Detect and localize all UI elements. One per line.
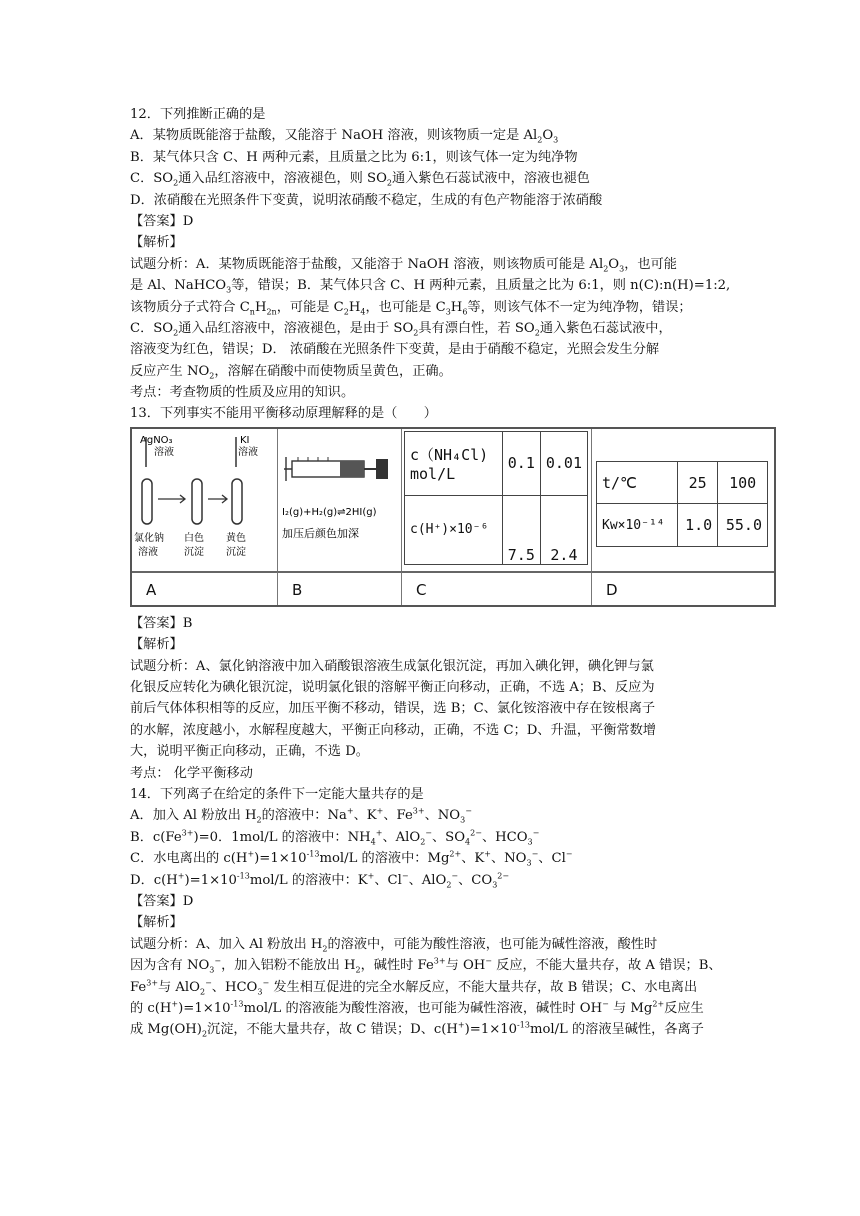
q14-explanation: 成 $Mg(OH)_2$沉淀，不能大量共存，故 C 错误；D、$c(H^+)=1\times 10^{-13}mol/L$ 的溶液呈碱性，各离子	[130, 1020, 704, 1039]
kw-header: Kw×10⁻¹⁴	[597, 504, 678, 547]
temperature-value: 25	[678, 461, 718, 504]
q12-analysis-heading: 【解析】	[130, 235, 183, 251]
svg-text:溶液: 溶液	[238, 446, 258, 458]
q14-stem: 14．下列离子在给定的条件下一定能大量共存的是	[130, 786, 424, 802]
nh4cl-header: c（NH₄Cl) mol/L	[405, 431, 503, 495]
q12-explanation: 是 Al、NaHCO$_3$等，错误；B．某气体只含 C、H 两种元素，且质量之比为 6:1，则 n(C):n(H)=1:2,	[130, 278, 731, 295]
q13-explanation: 化银反应转化为碘化银沉淀，说明氯化银的溶解平衡正向移动，正确，不选 A；B、反应为	[130, 680, 655, 696]
figure-cell-d	[592, 429, 774, 571]
q12-answer: 【答案】D	[130, 213, 194, 229]
q12-explanation: 反应产生 $NO_2$，溶解在硝酸中而使物质呈黄色，正确。	[130, 363, 452, 381]
q13-analysis-heading: 【解析】	[130, 637, 183, 653]
q13-explanation: 的水解，浓度越小，水解程度越大，平衡正向移动，正确，不选 C；D、升温，平衡常数增	[130, 722, 656, 738]
q14-explanation: 试题分析：A、加入 Al 粉放出 $H_2$的溶液中，可能为酸性溶液，也可能为碱性溶液，酸性时	[130, 936, 658, 954]
svg-text:加压后颜色加深: 加压后颜色加深	[282, 526, 359, 540]
q14-option-d: D．$c(H^+)=1\times 10^{-13}mol/L$ 的溶液中：K+、Cl−、AlO$_2$−、$CO_3^{2-}$	[130, 871, 510, 890]
q14-option-a: A．加入 Al 粉放出 $H_2$的溶液中：Na+、K+、$Fe^{3+}$、$NO_3^-$	[130, 806, 472, 826]
figure-label-a: A	[132, 571, 278, 605]
q12-explanation: 该物质分子式符合 $C_nH_{2n}$，可能是 $C_2H_4$，也可能是 $C_3H_6$等，则该气体不一定为纯净物，错误；	[130, 299, 692, 317]
q12-option-d: D．浓硝酸在光照条件下变黄，说明浓硝酸不稳定，生成的有色产物能溶于浓硝酸	[130, 192, 603, 208]
svg-text:沉淀: 沉淀	[226, 546, 246, 558]
q12-option-c: C．$SO_2$通入品红溶液中，溶液褪色，则 $SO_2$通入紫色石蕊试液中，溶液也褪色	[130, 171, 590, 188]
q12-option-b: B．某气体只含 C、H 两种元素，且质量之比为 6:1，则该气体一定为纯净物	[130, 149, 578, 165]
q14-option-c: C．水电离出的 $c(H^+)=1\times 10^{-13}mol/L$ 的溶液中：$Mg^{2+}$、K+、$NO_3^-$、Cl−	[130, 849, 573, 868]
q13-stem: 13．下列事实不能用平衡移动原理解释的是（ ）	[130, 406, 437, 422]
q12-explanation: 试题分析：A．某物质既能溶于盐酸，又能溶于 NaOH 溶液，则该物质可能是 $Al_2O_3$，也可能	[130, 256, 677, 274]
figure-cell-a	[132, 429, 278, 571]
svg-text:溶液: 溶液	[154, 446, 174, 458]
h-concentration-value: 2.4	[540, 495, 587, 564]
figure-label-d: D	[592, 571, 774, 605]
q12-stem: 12．下列推断正确的是	[130, 107, 266, 122]
q12-explanation: 溶液变为红色，错误；D． 浓硝酸在光照条件下变黄，是由于硝酸不稳定，光照会发生分解	[130, 342, 660, 358]
nh4cl-value: 0.01	[540, 431, 587, 495]
nh4cl-value: 0.1	[502, 431, 540, 495]
figure-label-b: B	[278, 571, 402, 605]
q13-knowledge-point: 考点： 化学平衡移动	[130, 765, 253, 781]
nh4cl-table	[404, 431, 588, 565]
q14-explanation: 因为含有 $NO_3^-$，加入铝粉不能放出 $H_2$，碱性时 $Fe^{3+}$与 OH− 反应，不能大量共存，故 A 错误；B、	[130, 956, 722, 975]
svg-text:白色: 白色	[184, 532, 204, 544]
svg-text:黄色: 黄色	[226, 532, 246, 544]
q14-explanation: 的 $c(H^+)=1\times 10^{-13}mol/L$ 的溶液能为酸性溶液，也可能为碱性溶液，碱性时 OH− 与 $Mg^{2+}$反应生	[130, 999, 704, 1016]
kw-table	[596, 461, 768, 547]
q12-option-a: A．某物质既能溶于盐酸，又能溶于 NaOH 溶液，则该物质一定是 $Al_2O_3$	[130, 128, 559, 146]
q13-explanation: 前后气体体积相等的反应，加压平衡不移动，错误，选 B；C、氯化铵溶液中存在铵根离子	[130, 701, 656, 717]
q13-figure-table	[130, 427, 776, 607]
q14-explanation: $Fe^{3+}$与 AlO$_2$−、$HCO_3^-$ 发生相互促进的完全水解反应，不能大量共存，故 B 错误；C、水电离出	[130, 978, 698, 997]
syringe-diagram	[278, 429, 402, 571]
q12-explanation: C．$SO_2$通入品红溶液中，溶液褪色，是由于 $SO_2$具有漂白性，若 $SO_2$通入紫色石蕊试液中，	[130, 320, 672, 338]
q14-analysis-heading: 【解析】	[130, 915, 183, 931]
precipitation-diagram	[132, 429, 278, 571]
q14-answer: 【答案】D	[130, 893, 194, 909]
document-page	[130, 104, 762, 1041]
svg-text:氯化钠: 氯化钠	[134, 532, 164, 544]
h-concentration-value: 7.5	[502, 495, 540, 564]
temperature-value: 100	[718, 461, 768, 504]
figure-cell-b	[278, 429, 402, 571]
svg-text:沉淀: 沉淀	[184, 546, 204, 558]
svg-text:KI: KI	[240, 434, 250, 446]
q13-answer: 【答案】B	[130, 615, 193, 631]
kw-value: 55.0	[718, 504, 768, 547]
temperature-header: t/℃	[597, 461, 678, 504]
svg-text:AgNO₃: AgNO₃	[140, 434, 173, 446]
q12-knowledge-point: 考点：考查物质的性质及应用的知识。	[130, 385, 355, 401]
q14-option-b: B．$c(Fe^{3+})=0$．1mol/L 的溶液中：$NH_4^+$、AlO$_2$−、$SO_4^{2-}$、$HCO_3^-$	[130, 828, 540, 847]
svg-text:I₂(g)+H₂(g)⇌2HI(g): I₂(g)+H₂(g)⇌2HI(g)	[282, 506, 377, 518]
q13-explanation: 大，说明平衡正向移动，正确，不选 D。	[130, 744, 369, 760]
h-concentration-header: c(H⁺)×10⁻⁶	[405, 495, 503, 564]
figure-cell-c	[402, 429, 592, 571]
kw-value: 1.0	[678, 504, 718, 547]
q13-explanation: 试题分析：A、氯化钠溶液中加入硝酸银溶液生成氯化银沉淀，再加入碘化钾，碘化钾与氯	[130, 658, 654, 674]
svg-text:溶液: 溶液	[138, 546, 158, 558]
figure-label-c: C	[402, 571, 592, 605]
